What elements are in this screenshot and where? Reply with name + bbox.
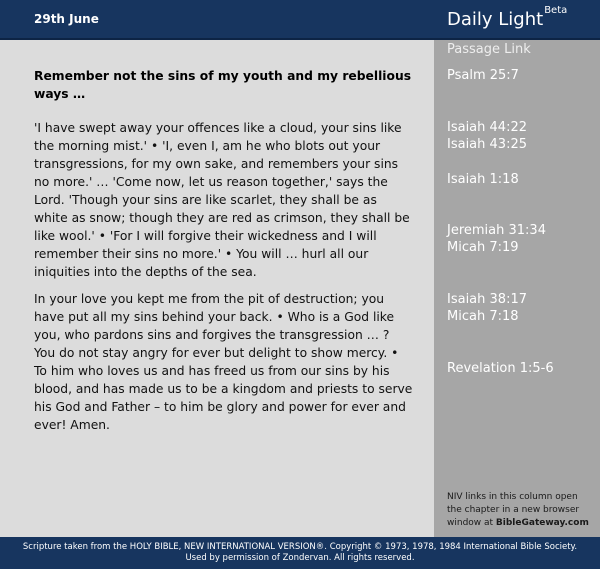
passage-link-isaiah-44-22[interactable]: Isaiah 44:22: [447, 120, 527, 135]
devotional-content: [0, 40, 434, 537]
devotional-paragraph-2: In your love you kept me from the pit of destruction; you have put all my sins behind your back. • Who is a God like you, who pardons sins and forgives the transgression … ? You do not stay angry for ever but delight to show mercy. • To him who loves us and has freed us from our sins by his blood, and has made us to be a kingdom and priests to serve his God and Father – to him be glory and power for ever and ever! Amen.: [34, 292, 413, 432]
passage-link-isaiah-38-17[interactable]: Isaiah 38:17: [447, 292, 527, 307]
passage-link-micah-7-19[interactable]: Micah 7:19: [447, 240, 519, 255]
copyright-footer: [0, 537, 600, 569]
app-title: [447, 5, 568, 30]
passage-link-isaiah-43-25[interactable]: Isaiah 43:25: [447, 137, 527, 152]
biblegateway-label: BibleGateway.com: [495, 518, 589, 528]
app-title-text: Daily Light: [447, 9, 544, 30]
passage-link-isaiah-1-18[interactable]: Isaiah 1:18: [447, 172, 519, 187]
niv-links-note: [447, 491, 595, 530]
passage-link-psalm-25-7[interactable]: Psalm 25:7: [447, 68, 519, 83]
date-label: 29th June: [34, 12, 99, 26]
passage-link-micah-7-18[interactable]: Micah 7:18: [447, 309, 519, 324]
copyright-line-1: Scripture taken from the HOLY BIBLE, NEW INTERNATIONAL VERSION®. Copyright © 1973, 1978, 1984 International Bible Society.: [22, 542, 578, 552]
devotional-paragraph-1: 'I have swept away your offences like a cloud, your sins like the morning mist.' • 'I, even I, am he who blots out your transgressions, for my own sake, and remembers your sins no more.' … 'Come now, let us reason together,' says the Lord. 'Though your sins are like scarlet, they shall be as white as snow; though they are red as crimson, they shall be like wool.' • 'For I will forgive their wickedness and I will remember their sins no more.' • You will … hurl all our iniquities into the depths of the sea.: [34, 121, 410, 279]
passage-link-sidebar: [434, 40, 600, 537]
passage-link-jeremiah-31-34[interactable]: Jeremiah 31:34: [447, 223, 546, 238]
beta-badge: Beta: [544, 5, 568, 16]
header-bar: [0, 0, 600, 40]
devotional-heading: Remember not the sins of my youth and my rebellious ways …: [34, 69, 412, 101]
niv-links-note-text: NIV links in this column open the chapter in a new browser window at: [447, 492, 580, 528]
passage-link-revelation-1-5-6[interactable]: Revelation 1:5-6: [447, 361, 554, 376]
copyright-line-2: Used by permission of Zondervan. All rights reserved.: [185, 553, 415, 563]
passage-link-heading: Passage Link: [447, 42, 531, 57]
